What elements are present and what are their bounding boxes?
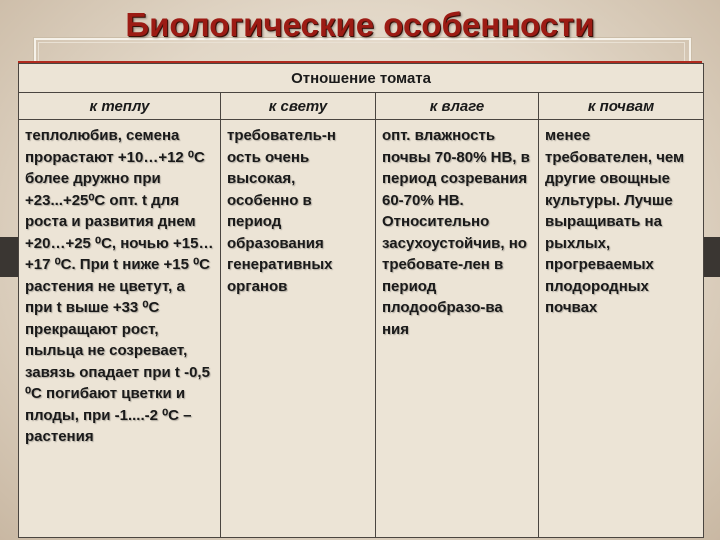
- column-header-moisture: к влаге: [376, 93, 539, 120]
- column-header-heat: к теплу: [19, 93, 221, 120]
- cell-light: [221, 120, 376, 538]
- column-header-soil: к почвам: [539, 93, 704, 120]
- tomato-requirements-table: [18, 63, 704, 538]
- cell-soil-text: менее требователен, чем другие овощные культуры. Лучше выращивать на рыхлых, прогреваемых плодородных почвах: [545, 127, 685, 316]
- table-row: [19, 120, 704, 538]
- column-header-row: [19, 93, 704, 120]
- cell-heat: [19, 120, 221, 538]
- cell-moisture: [376, 120, 539, 538]
- slide-title: Биологические особенности: [125, 6, 595, 43]
- cell-moisture-text: опт. влажность почвы 70-80% НВ, в период созревания 60-70% НВ. Относительно засухоустойчив, но требовате-лен в период плодообразо-ва ния: [382, 127, 530, 338]
- column-header-light: к свету: [221, 93, 376, 120]
- table-header: Отношение томата: [19, 64, 704, 93]
- table-header-row: [19, 64, 704, 93]
- cell-heat-text: теплолюбив, семена прорастают +10…+12 ⁰С более дружно при +23...+25⁰С опт. t для роста и развития днем +20…+25 ⁰С, ночью +15…+17 ⁰С. При t ниже +15 ⁰С растения не цветут, а при t выше +33 ⁰С прекращают рост, пыльца не созревает, завязь опадает при t -0,5 ⁰С погибают цветки и плоды, при -1....-2 ⁰С – растения: [25, 127, 214, 445]
- cell-soil: [539, 120, 704, 538]
- cell-light-text: требователь-н ость очень высокая, особенно в период образования генеративных органов: [227, 127, 336, 295]
